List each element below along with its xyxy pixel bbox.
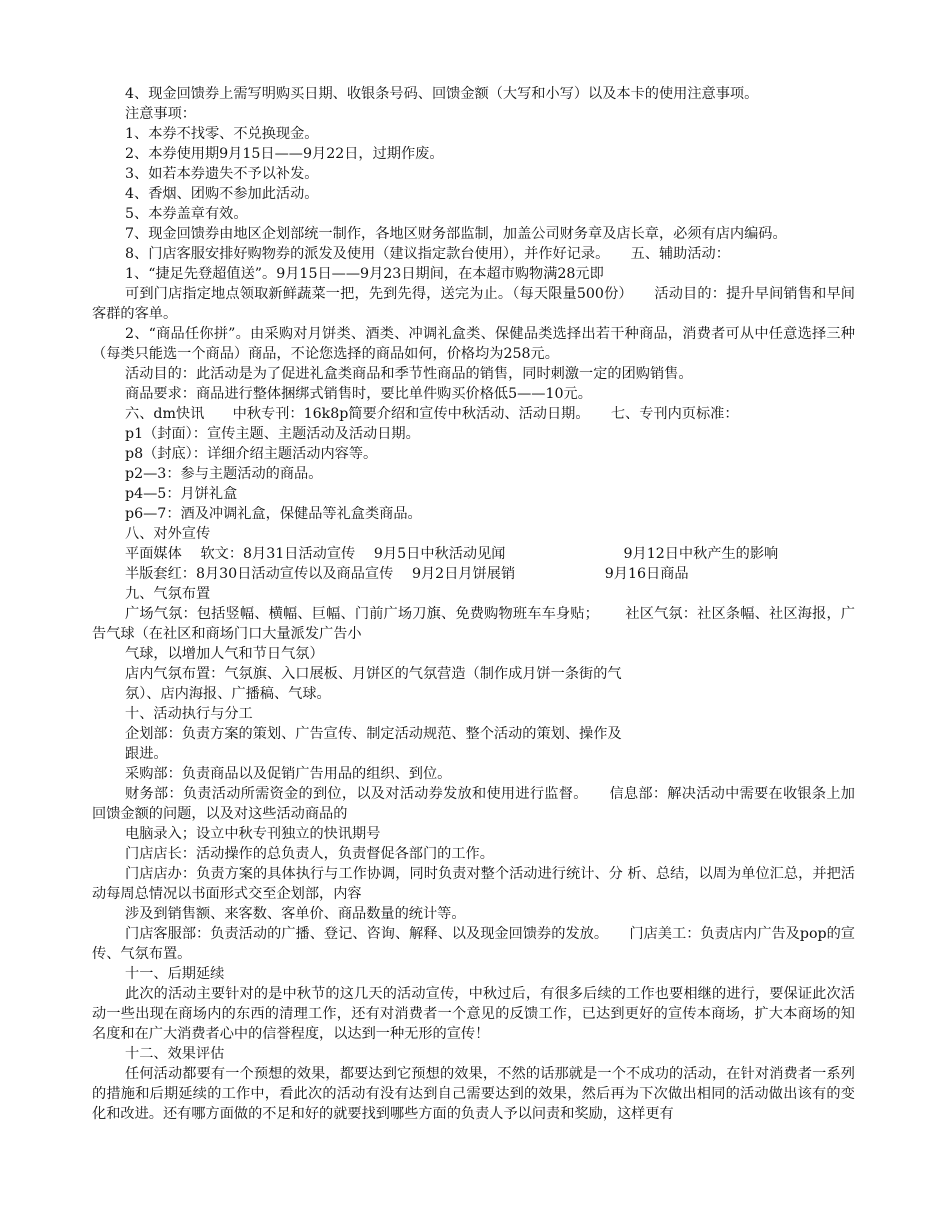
- paragraph: 活动目的：此活动是为了促进礼盒类商品和季节性商品的销售，同时刺激一定的团购销售。: [125, 366, 693, 382]
- paragraph: 7、现金回馈券由地区企划部统一制作，各地区财务部监制，加盖公司财务章及店长章，必须有店内编码。: [125, 226, 787, 242]
- document-body: [92, 84, 855, 1124]
- paragraph: 平面媒体 软文：8月31日活动宣传 9月5日中秋活动见闻 9月12日中秋产生的影响: [125, 546, 779, 562]
- paragraph: 氛）、店内海报、广播稿、气球。: [125, 686, 331, 702]
- paragraph: 门店客服部：负责活动的广播、登记、咨询、解释、以及现金回馈券的发放。 门店美工：负责店内广告及pop的宣传、气氛布置。: [92, 926, 855, 962]
- paragraph: 涉及到销售额、来客数、客单价、商品数量的统计等。: [125, 906, 466, 922]
- paragraph: 2、本券使用期9月15日——9月22日，过期作废。: [125, 146, 444, 162]
- paragraph: 门店店办：负责方案的具体执行与工作协调，同时负责对整个活动进行统计、分 析、总结，以周为单位汇总，并把活动每周总情况以书面形式交至企划部，内容: [92, 866, 855, 902]
- paragraph: 4、现金回馈券上需写明购买日期、收银条号码、回馈金额（大写和小写）以及本卡的使用注意事项。: [125, 86, 759, 102]
- paragraph: 八、对外宣传: [125, 526, 211, 542]
- paragraph: p1（封面）：宣传主题、主题活动及活动日期。: [125, 426, 420, 442]
- paragraph: 跟进。: [125, 746, 168, 762]
- paragraph: 8、门店客服安排好购物券的派发及使用（建议指定款台使用），并作好记录。 五、辅助活动：: [125, 246, 730, 262]
- paragraph: 十二、效果评估: [125, 1046, 225, 1062]
- paragraph: 1、本券不找零、不兑换现金。: [125, 126, 319, 142]
- paragraph: 4、香烟、团购不参加此活动。: [125, 186, 319, 202]
- paragraph: 广场气氛：包括竖幅、横幅、巨幅、门前广场刀旗、免费购物班车车身贴； 社区气氛：社区条幅、社区海报，广告气球（在社区和商场门口大量派发广告小: [92, 606, 855, 642]
- paragraph: 1、“捷足先登超值送”。9月15日——9月23日期间，在本超市购物满28元即: [125, 266, 604, 282]
- paragraph: 十、活动执行与分工: [125, 706, 253, 722]
- paragraph: 十一、后期延续: [125, 966, 225, 982]
- paragraph: 任何活动都要有一个预想的效果，都要达到它预想的效果，不然的话那就是一个不成功的活动，在针对消费者一系列的措施和后期延续的工作中，看此次的活动有没有达到自己需要达到的效果，然后再为下次做出相同的活动做出该有的变化和改进。还有哪方面做的不足和好的就要找到哪些方面的负责人予以问责和奖励，这样更有: [92, 1066, 855, 1122]
- paragraph: 电脑录入；设立中秋专刊独立的快讯期号: [125, 826, 381, 842]
- paragraph: 此次的活动主要针对的是中秋节的这几天的活动宣传，中秋过后，有很多后续的工作也要相继的进行，要保证此次活动一些出现在商场内的东西的清理工作，还有对消费者一个意见的反馈工作，已达到更好的宣传本商场，扩大本商场的知名度和在广大消费者心中的信誉程度，以达到一种无形的宣传！: [92, 986, 855, 1042]
- paragraph: 九、气氛布置: [125, 586, 211, 602]
- paragraph: 3、如若本券遗失不予以补发。: [125, 166, 319, 182]
- paragraph: 商品要求：商品进行整体捆绑式销售时，要比单件购买价格低5——10元。: [125, 386, 592, 402]
- paragraph: p2—3：参与主题活动的商品。: [125, 466, 323, 482]
- paragraph: 半版套红：8月30日活动宣传以及商品宣传 9月2日月饼展销 9月16日商品: [125, 566, 689, 582]
- paragraph: 5、本券盖章有效。: [125, 206, 248, 222]
- paragraph: 可到门店指定地点领取新鲜蔬菜一把，先到先得，送完为止。（每天限量500份） 活动目的：提升早间销售和早间客群的客单。: [92, 286, 855, 322]
- paragraph: 2、“商品任你拼”。由采购对月饼类、酒类、冲调礼盒类、保健品类选择出若干种商品，消费者可从中任意选择三种（每类只能选一个商品）商品，不论您选择的商品如何，价格均为258元。: [92, 326, 855, 362]
- paragraph: 气球，以增加人气和节日气氛）: [125, 646, 324, 662]
- paragraph: p4—5：月饼礼盒: [125, 486, 238, 502]
- paragraph: p6—7：酒及冲调礼盒，保健品等礼盒类商品。: [125, 506, 422, 522]
- paragraph: 门店店长：活动操作的总负责人，负责督促各部门的工作。: [125, 846, 494, 862]
- paragraph: 采购部：负责商品以及促销广告用品的组织、到位。: [125, 766, 452, 782]
- paragraph: 企划部：负责方案的策划、广告宣传、制定活动规范、整个活动的策划、操作及: [125, 726, 622, 742]
- paragraph: 店内气氛布置：气氛旗、入口展板、月饼区的气氛营造（制作成月饼一条街的气: [125, 666, 622, 682]
- paragraph: 六、dm快讯 中秋专刊：16k8p简要介绍和宣传中秋活动、活动日期。 七、专刊内页标准：: [125, 406, 739, 422]
- paragraph: 注意事项：: [125, 106, 196, 122]
- paragraph: p8（封底）：详细介绍主题活动内容等。: [125, 446, 378, 462]
- paragraph: 财务部：负责活动所需资金的到位，以及对活动券发放和使用进行监督。 信息部：解决活动中需要在收银条上加回馈金额的问题，以及对这些活动商品的: [92, 786, 855, 822]
